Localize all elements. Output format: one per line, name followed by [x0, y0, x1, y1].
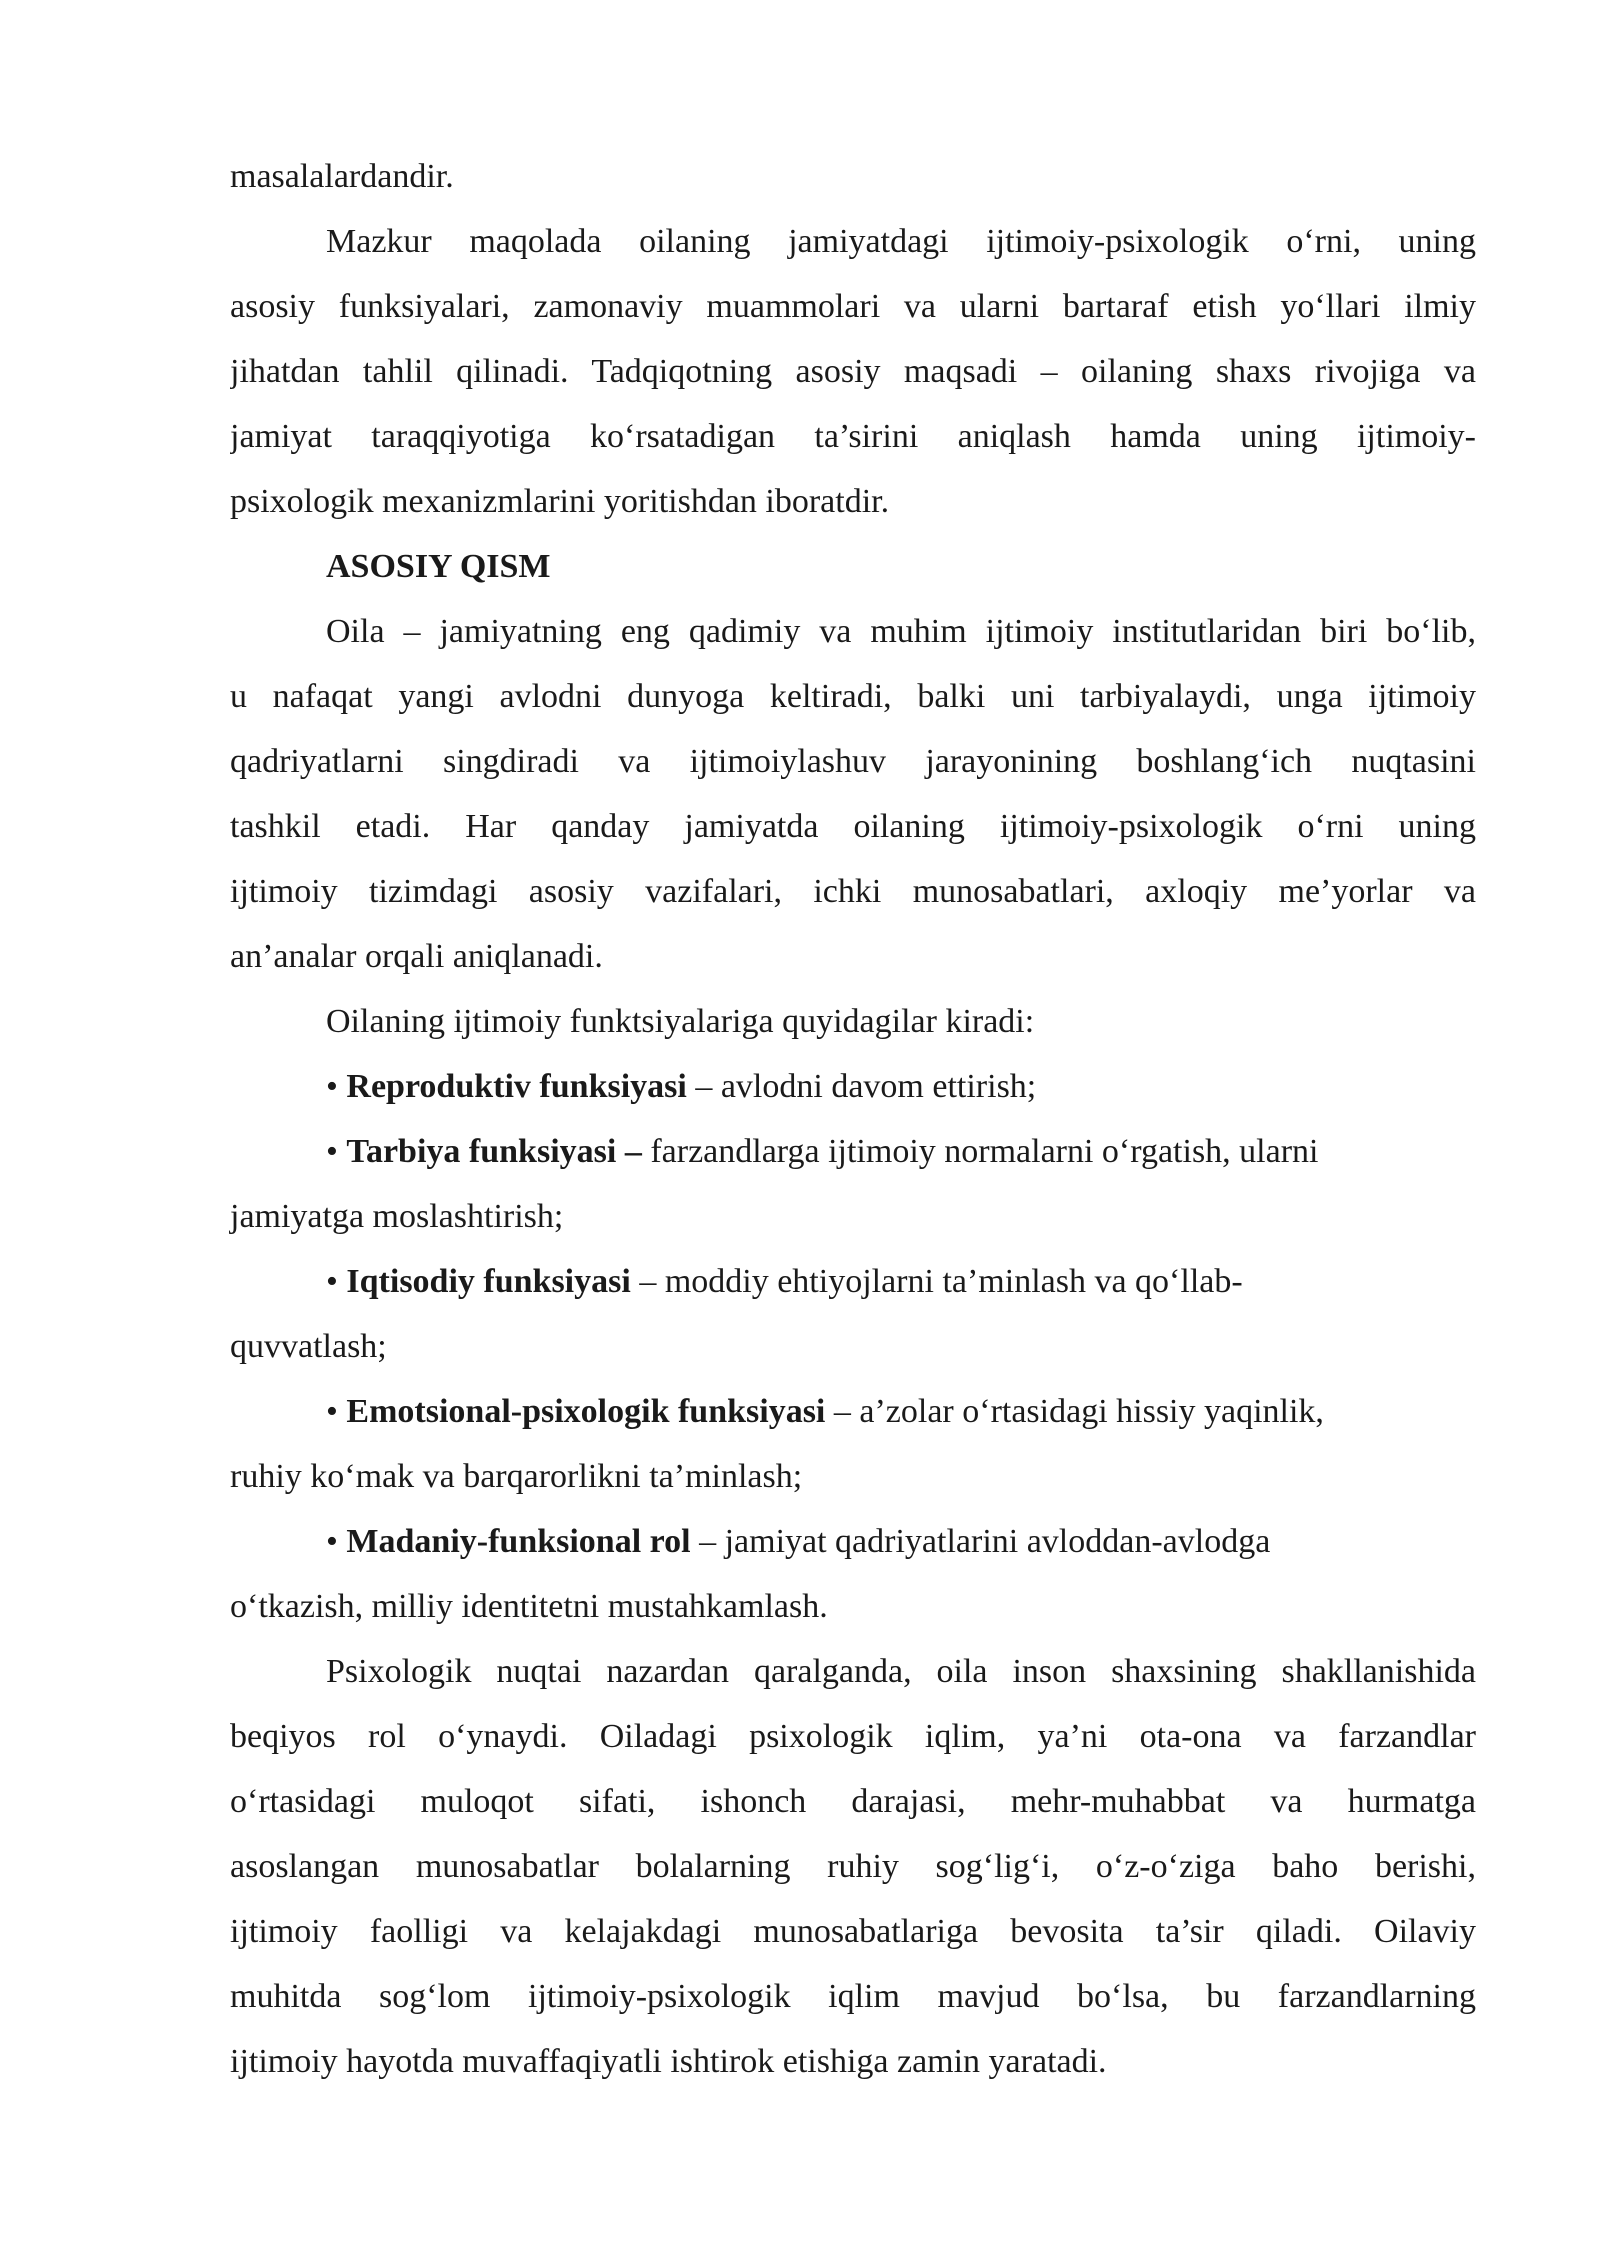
list-item — [230, 1249, 1476, 1314]
list-item-term: Madaniy-funksional rol — [346, 1523, 691, 1560]
paragraph-line: ijtimoiy hayotda muvaffaqiyatli ishtirok etishiga zamin yaratadi. — [230, 2043, 1107, 2080]
paragraph-line: muhitda sog‘lom ijtimoiy-psixologik iqlim mavjud bo‘lsa, bu farzandlarning — [230, 1978, 1476, 2015]
paragraph-line: ijtimoiy faolligi va kelajakdagi munosabatlariga bevosita ta’sir qiladi. Oilaviy — [230, 1913, 1476, 1950]
list-item — [230, 1379, 1476, 1444]
list-item-term: Emotsional-psixologik funksiyasi — [346, 1393, 826, 1430]
bullet-marker: • — [326, 1133, 347, 1170]
list-intro: Oilaning ijtimoiy funktsiyalariga quyidagilar kiradi: — [326, 1003, 1035, 1040]
list-item — [230, 1509, 1476, 1574]
paragraph-line: asoslangan munosabatlar bolalarning ruhiy sog‘lig‘i, o‘z-o‘ziga baho berishi, — [230, 1848, 1476, 1885]
list-item-continuation: jamiyatga moslashtirish; — [230, 1198, 564, 1235]
list-item-continuation: quvvatlash; — [230, 1328, 387, 1365]
paragraph-line: o‘rtasidagi muloqot sifati, ishonch darajasi, mehr-muhabbat va hurmatga — [230, 1783, 1476, 1820]
paragraph-line: Oila – jamiyatning eng qadimiy va muhim ijtimoiy institutlaridan biri bo‘lib, — [326, 613, 1476, 650]
list-item-text: – jamiyat qadriyatlarini avloddan-avlodga — [690, 1523, 1271, 1560]
paragraph-continuation-line: masalalardandir. — [230, 158, 454, 195]
paragraph-psychology — [230, 1639, 1476, 2094]
list-item-term: Iqtisodiy funksiyasi — [346, 1263, 631, 1300]
paragraph-line: psixologik mexanizmlarini yoritishdan iboratdir. — [230, 483, 890, 520]
bullet-marker: • — [326, 1068, 347, 1105]
document-page — [230, 144, 1476, 2094]
list-item-continuation: ruhiy ko‘mak va barqarorlikni ta’minlash; — [230, 1458, 803, 1495]
list-item — [230, 1054, 1476, 1119]
paragraph-family-institution — [230, 599, 1476, 989]
paragraph-line: an’analar orqali aniqlanadi. — [230, 938, 603, 975]
paragraph-line: beqiyos rol o‘ynaydi. Oiladagi psixologik iqlim, ya’ni ota-ona va farzandlar — [230, 1718, 1476, 1755]
list-item-text: farzandlarga ijtimoiy normalarni o‘rgatish, ularni — [641, 1133, 1319, 1170]
list-item-text: – a’zolar o‘rtasidagi hissiy yaqinlik, — [825, 1393, 1324, 1430]
bullet-marker: • — [326, 1393, 347, 1430]
paragraph-line: qadriyatlarni singdiradi va ijtimoiylashuv jarayonining boshlang‘ich nuqtasini — [230, 743, 1476, 780]
paragraph-line: jamiyat taraqqiyotiga ko‘rsatadigan ta’sirini aniqlash hamda uning ijtimoiy- — [230, 418, 1476, 455]
bullet-marker: • — [326, 1263, 347, 1300]
list-item — [230, 1119, 1476, 1184]
paragraph-intro — [230, 209, 1476, 534]
paragraph-line: u nafaqat yangi avlodni dunyoga keltiradi, balki uni tarbiyalaydi, unga ijtimoiy — [230, 678, 1476, 715]
paragraph-line: jihatdan tahlil qilinadi. Tadqiqotning asosiy maqsadi – oilaning shaxs rivojiga va — [230, 353, 1476, 390]
list-item-continuation: o‘tkazish, milliy identitetni mustahkamlash. — [230, 1588, 828, 1625]
list-item-text: – moddiy ehtiyojlarni ta’minlash va qo‘llab- — [630, 1263, 1243, 1300]
paragraph-line: tashkil etadi. Har qanday jamiyatda oilaning ijtimoiy-psixologik o‘rni uning — [230, 808, 1476, 845]
paragraph-line: Mazkur maqolada oilaning jamiyatdagi ijtimoiy-psixologik o‘rni, uning — [326, 223, 1476, 260]
paragraph-line: ijtimoiy tizimdagi asosiy vazifalari, ichki munosabatlari, axloqiy me’yorlar va — [230, 873, 1476, 910]
bullet-marker: • — [326, 1523, 347, 1560]
list-item-term: Reproduktiv funksiyasi — [346, 1068, 687, 1105]
paragraph-line: Psixologik nuqtai nazardan qaralganda, oila inson shaxsining shakllanishida — [326, 1653, 1476, 1690]
section-heading: ASOSIY QISM — [326, 548, 551, 585]
list-item-term: Tarbiya funksiyasi – — [346, 1133, 642, 1170]
list-item-text: – avlodni davom ettirish; — [686, 1068, 1037, 1105]
functions-list — [230, 1054, 1476, 1639]
paragraph-line: asosiy funksiyalari, zamonaviy muammolari va ularni bartaraf etish yo‘llari ilmiy — [230, 288, 1476, 325]
